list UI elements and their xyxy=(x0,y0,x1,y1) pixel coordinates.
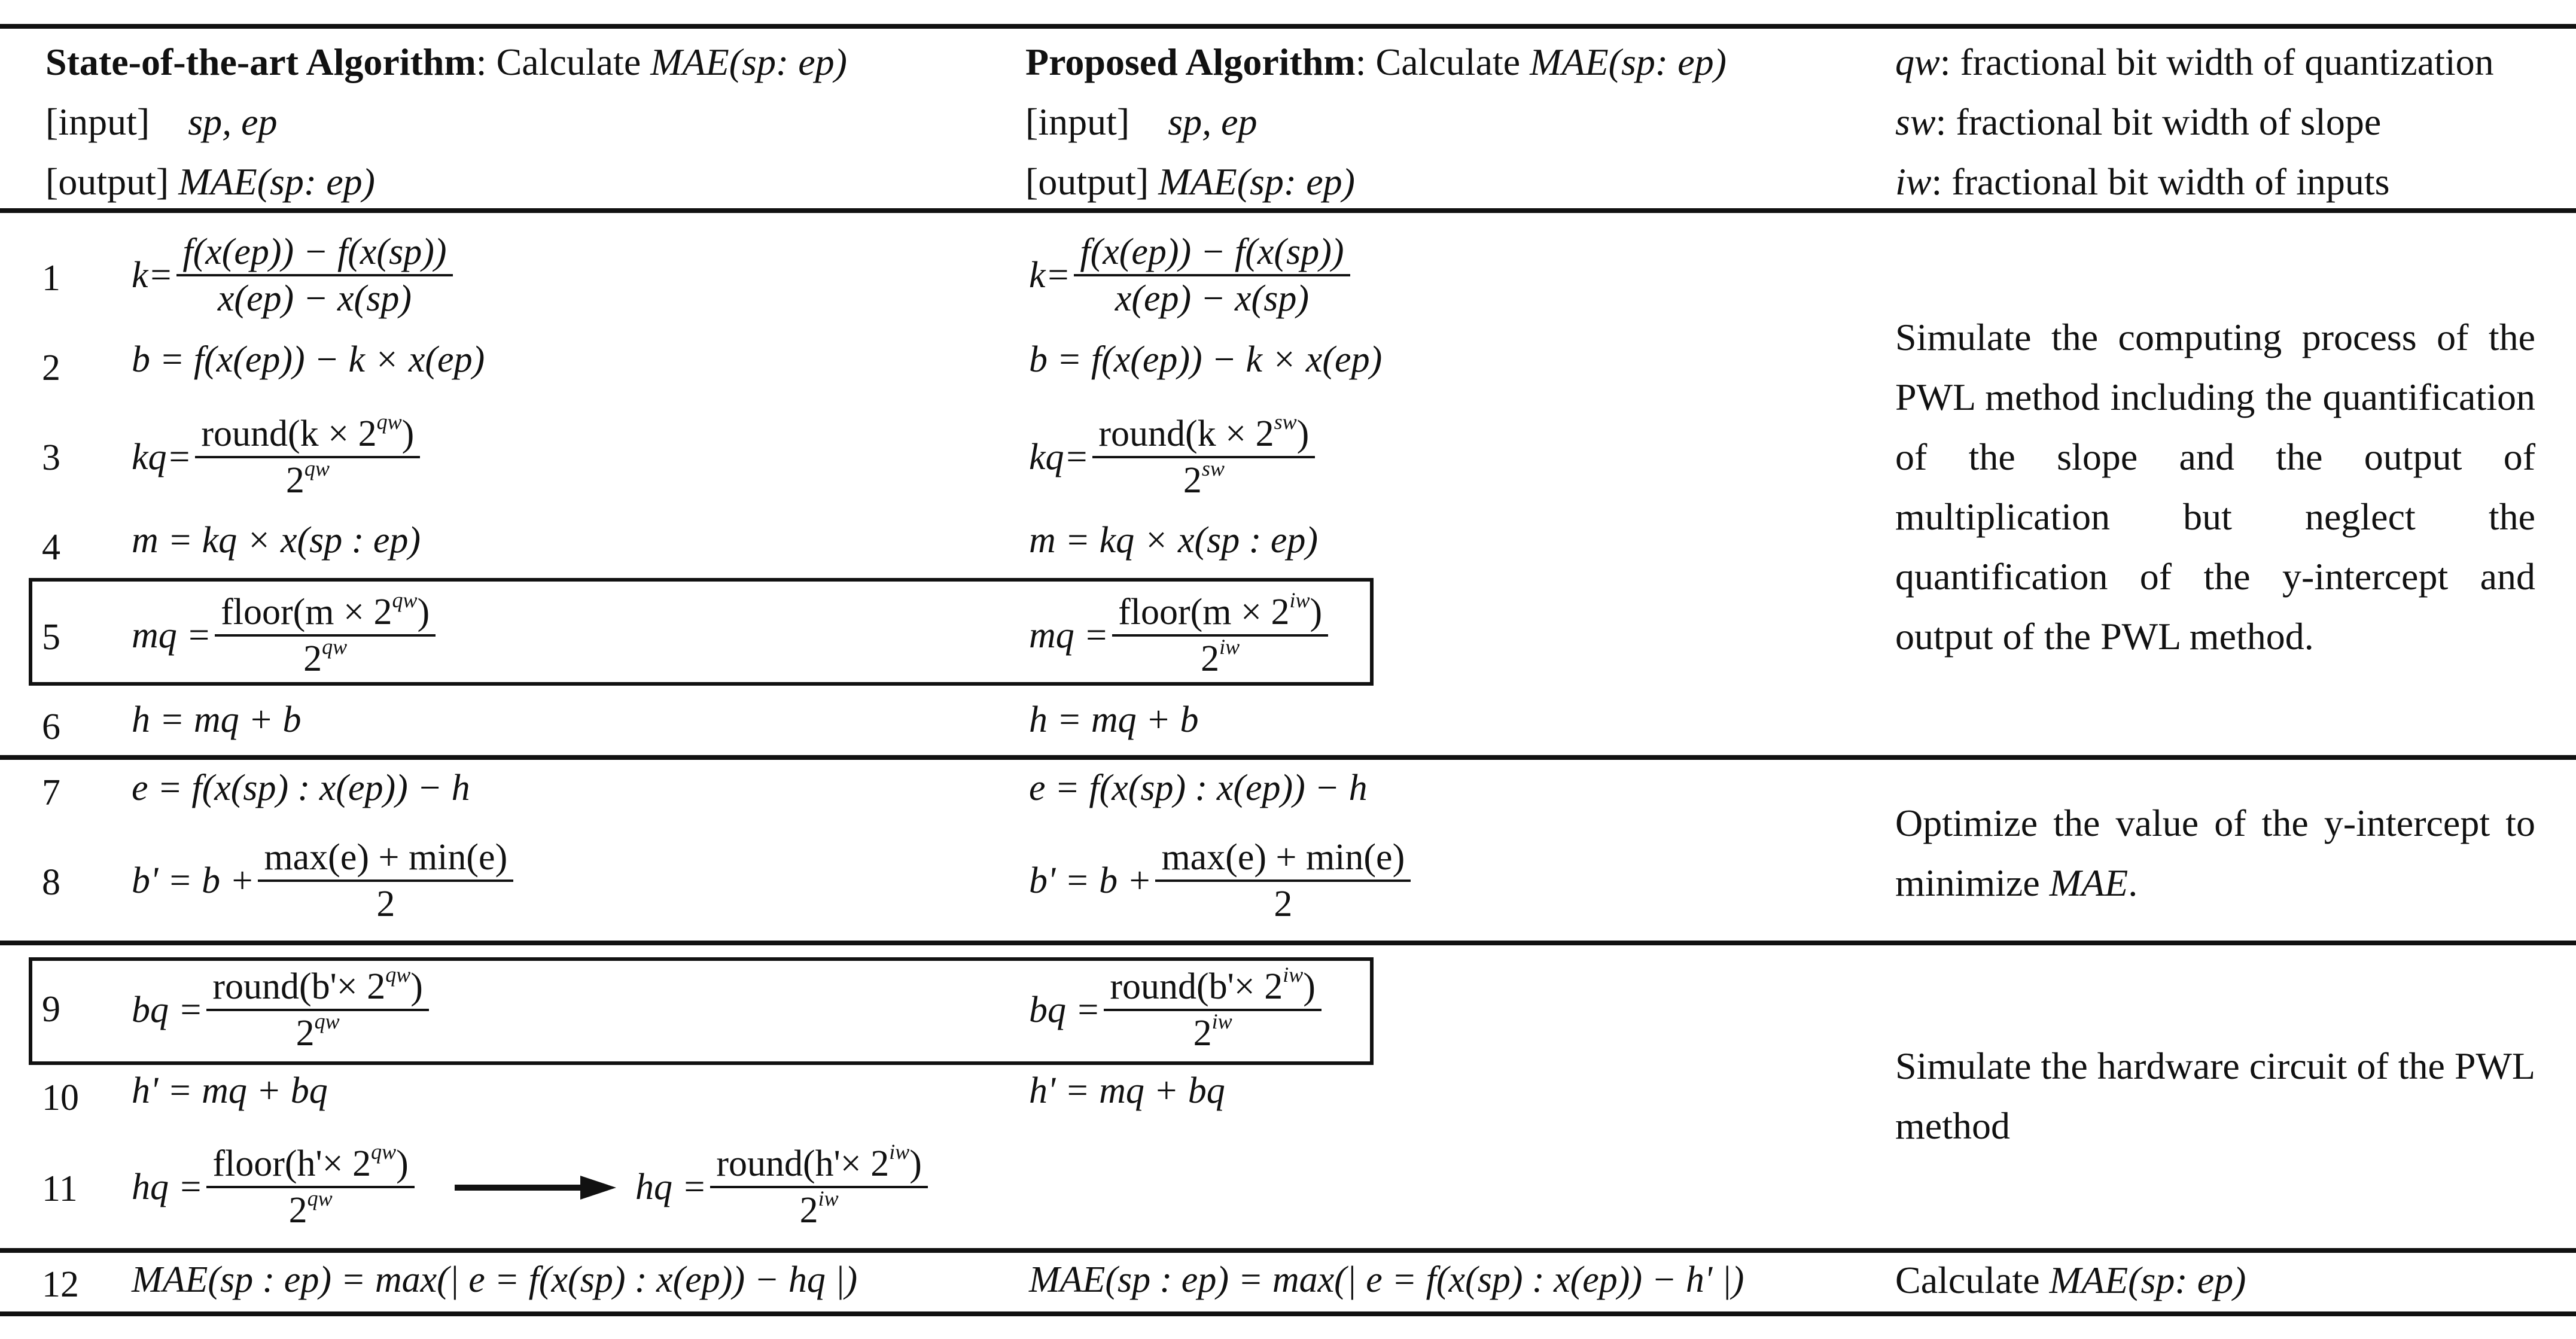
formula-7-proposed: e = f(x(sp) : x(ep)) − h xyxy=(1029,768,1368,808)
legend-sw: sw: fractional bit width of slope xyxy=(1895,101,2382,143)
formula-9-proposed: bq = $\frac{round(b'\times 2^{iw})}{2^{iw}}$ xyxy=(1029,960,1325,1060)
section-rule-1 xyxy=(0,755,2576,760)
header-col2-title: Proposed Algorithm: Calculate MAE(sp: ep) xyxy=(1025,41,1727,83)
formula-10-proposed: h' = mq + bq xyxy=(1029,1070,1225,1111)
legend-iw: iw: fractional bit width of inputs xyxy=(1895,160,2390,203)
note-section-4: Calculate MAE(sp: ep) xyxy=(1895,1259,2246,1301)
row-number-7: 7 xyxy=(42,772,60,813)
formula-3-state-of-art: kq= $\frac{round(k \times 2^{qw})}{2^{qw}}$ xyxy=(132,407,424,507)
formula-2-proposed: b = f(x(ep)) − k × x(ep) xyxy=(1029,339,1383,380)
formula-3-proposed: kq= $\frac{round(k \times 2^{sw})}{2^{sw}}$ xyxy=(1029,407,1319,507)
formula-2-state-of-art: b = f(x(ep)) − k × x(ep) xyxy=(132,339,485,380)
note-section-3: Simulate the hardware circuit of the PWL method xyxy=(1895,1045,2535,1147)
row-number-8: 8 xyxy=(42,862,60,903)
row-number-4: 4 xyxy=(42,527,60,568)
row-number-1: 1 xyxy=(42,258,60,299)
header-col2-output: [output] MAE(sp: ep) xyxy=(1025,160,1355,203)
legend-qw: qw: fractional bit width of quantization xyxy=(1895,41,2494,83)
header-col1-output: [output] MAE(sp: ep) xyxy=(45,160,375,203)
formula-12-proposed: MAE(sp : ep) = max(| e = f(x(sp) : x(ep)) − h' |) xyxy=(1029,1259,1744,1300)
note-section-2: Optimize the value of the y-intercept to minimize MAE. xyxy=(1895,802,2535,904)
formula-11-state-of-art: hq = $\frac{floor(h'\times 2^{qw})}{2^{qw}}$ xyxy=(132,1137,418,1237)
formula-1-state-of-art: k= $\frac{f(x(ep)) - f(x(sp))}{x(ep) - x(sp)}$ xyxy=(132,225,456,325)
formula-8-state-of-art: b' = b + $\frac{\max(e) + \min(e)}{2}$ xyxy=(132,830,517,931)
top-rule xyxy=(0,24,2576,29)
formula-12-state-of-art: MAE(sp : ep) = max(| e = f(x(sp) : x(ep)) − hq |) xyxy=(132,1259,858,1300)
formula-5-state-of-art: mq = $\frac{floor(m \times 2^{qw})}{2^{qw}}$ xyxy=(132,585,439,686)
formula-4-state-of-art: m = kq × x(sp : ep) xyxy=(132,520,421,561)
bottom-rule xyxy=(0,1311,2576,1316)
note-section-1: Simulate the computing process of the PWL method including the quantification of the slope and the output of multiplication but neglect the quantification of the y-intercept and output of the PWL method. xyxy=(1895,316,2535,658)
header-col2-input: [input] sp, ep xyxy=(1025,101,1257,143)
row-number-10: 10 xyxy=(42,1078,79,1118)
row-number-6: 6 xyxy=(42,707,60,747)
row-number-12: 12 xyxy=(42,1264,79,1305)
formula-11-modified: hq = $\frac{round(h'\times 2^{iw})}{2^{iw}}$ xyxy=(635,1137,931,1237)
formula-8-proposed: b' = b + $\frac{\max(e) + \min(e)}{2}$ xyxy=(1029,830,1414,931)
right-arrow-icon xyxy=(455,1173,616,1203)
formula-10-state-of-art: h' = mq + bq xyxy=(132,1070,328,1111)
formula-9-state-of-art: bq = $\frac{round(b'\times 2^{qw})}{2^{qw}}$ xyxy=(132,960,433,1060)
header-rule xyxy=(0,208,2576,213)
row-number-2: 2 xyxy=(42,348,60,388)
formula-5-proposed: mq = $\frac{floor(m \times 2^{iw})}{2^{iw}}$ xyxy=(1029,585,1332,686)
formula-4-proposed: m = kq × x(sp : ep) xyxy=(1029,520,1319,561)
section-rule-2 xyxy=(0,941,2576,945)
header-col1-input: [input] sp, ep xyxy=(45,101,278,143)
formula-7-state-of-art: e = f(x(sp) : x(ep)) − h xyxy=(132,768,470,808)
row-number-11: 11 xyxy=(42,1168,78,1209)
formula-1-proposed: k= $\frac{f(x(ep)) - f(x(sp))}{x(ep) - x(sp)}$ xyxy=(1029,225,1354,325)
formula-6-proposed: h = mq + b xyxy=(1029,699,1199,740)
row-number-9: 9 xyxy=(42,989,60,1030)
formula-6-state-of-art: h = mq + b xyxy=(132,699,302,740)
header-col1-title: State-of-the-art Algorithm: Calculate MAE(sp: ep) xyxy=(45,41,847,83)
row-number-3: 3 xyxy=(42,437,60,478)
row-number-5: 5 xyxy=(42,617,60,658)
